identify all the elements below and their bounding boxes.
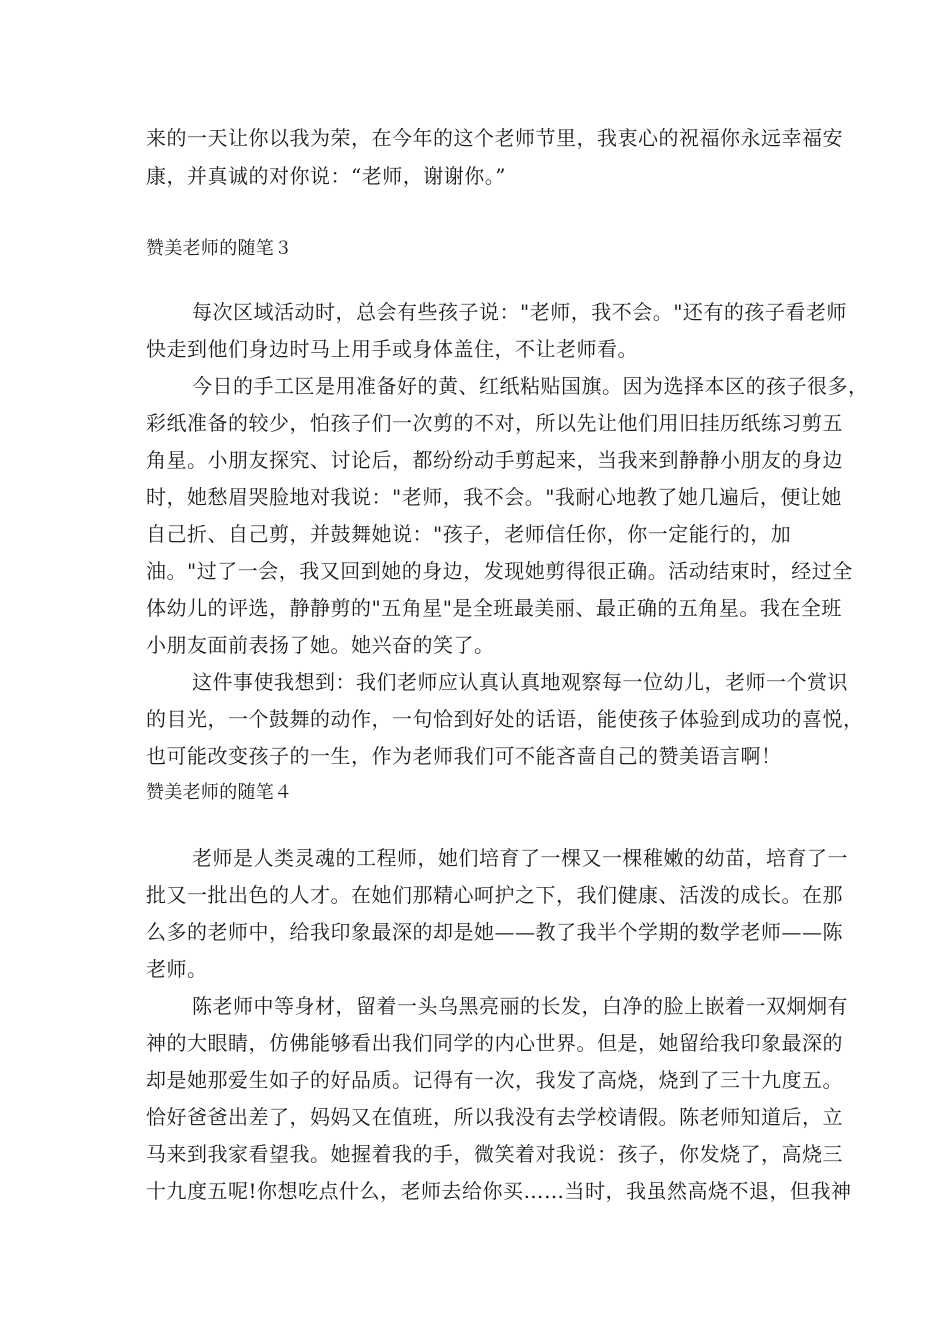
paragraph-line: 角星。小朋友探究、讨论后，都纷纷动手剪起来，当我来到静静小朋友的身边	[146, 448, 843, 472]
paragraph-line: 时，她愁眉哭脸地对我说："老师，我不会。"我耐心地教了她几遍后，便让她	[146, 485, 842, 509]
paragraph-line: 小朋友面前表扬了她。她兴奋的笑了。	[146, 633, 495, 657]
paragraph-line: 的目光，一个鼓舞的动作，一句恰到好处的话语，能使孩子体验到成功的喜悦，	[146, 707, 864, 731]
paragraph-line: 这件事使我想到：我们老师应认真认真地观察每一位幼儿，老师一个赏识	[192, 670, 848, 694]
paragraph-line: 康，并真诚的对你说：“老师，谢谢你。”	[146, 164, 506, 188]
paragraph-line: 快走到他们身边时马上用手或身体盖住，不让老师看。	[146, 337, 638, 361]
paragraph-line: 老师是人类灵魂的工程师，她们培育了一棵又一棵稚嫩的幼苗，培育了一	[192, 846, 848, 870]
section-heading-4: 赞美老师的随笔４	[146, 782, 293, 803]
section-heading-3: 赞美老师的随笔３	[146, 238, 293, 259]
paragraph-line: 老师。	[146, 957, 208, 981]
paragraph-line: 么多的老师中，给我印象最深的却是她——教了我半个学期的数学老师——陈	[146, 920, 843, 944]
paragraph-line: 今日的手工区是用准备好的黄、红纸粘贴国旗。因为选择本区的孩子很多，	[192, 374, 869, 398]
paragraph-line: 彩纸准备的较少，怕孩子们一次剪的不对，所以先让他们用旧挂历纸练习剪五	[146, 411, 843, 435]
paragraph-line: 体幼儿的评选，静静剪的"五角星"是全班最美丽、最正确的五角星。我在全班	[146, 596, 842, 620]
paragraph-line: 马来到我家看望我。她握着我的手，微笑着对我说：孩子，你发烧了，高烧三	[146, 1142, 843, 1166]
paragraph-line: 每次区域活动时，总会有些孩子说："老师，我不会。"还有的孩子看老师	[192, 300, 847, 324]
paragraph-line: 也可能改变孩子的一生，作为老师我们可不能吝啬自己的赞美语言啊！	[146, 744, 782, 768]
paragraph-line: 批又一批出色的人才。在她们那精心呵护之下，我们健康、活泼的成长。在那	[146, 883, 843, 907]
paragraph-line: 油。"过了一会，我又回到她的身边，发现她剪得很正确。活动结束时，经过全	[146, 559, 853, 583]
paragraph-line: 十九度五呢!你想吃点什么，老师去给你买……当时，我虽然高烧不退，但我神	[146, 1179, 852, 1203]
paragraph-line: 神的大眼睛，仿佛能够看出我们同学的内心世界。但是，她留给我印象最深的	[146, 1031, 843, 1055]
paragraph-line: 自己折、自己剪，并鼓舞她说："孩子，老师信任你，你一定能行的，加	[146, 522, 792, 546]
paragraph-line: 来的一天让你以我为荣，在今年的这个老师节里，我衷心的祝福你永远幸福安	[146, 126, 843, 150]
paragraph-line: 恰好爸爸出差了，妈妈又在值班，所以我没有去学校请假。陈老师知道后，立	[146, 1105, 843, 1129]
paragraph-line: 却是她那爱生如子的好品质。记得有一次，我发了高烧，烧到了三十九度五。	[146, 1068, 843, 1092]
paragraph-line: 陈老师中等身材，留着一头乌黑亮丽的长发，白净的脸上嵌着一双炯炯有	[192, 994, 848, 1018]
